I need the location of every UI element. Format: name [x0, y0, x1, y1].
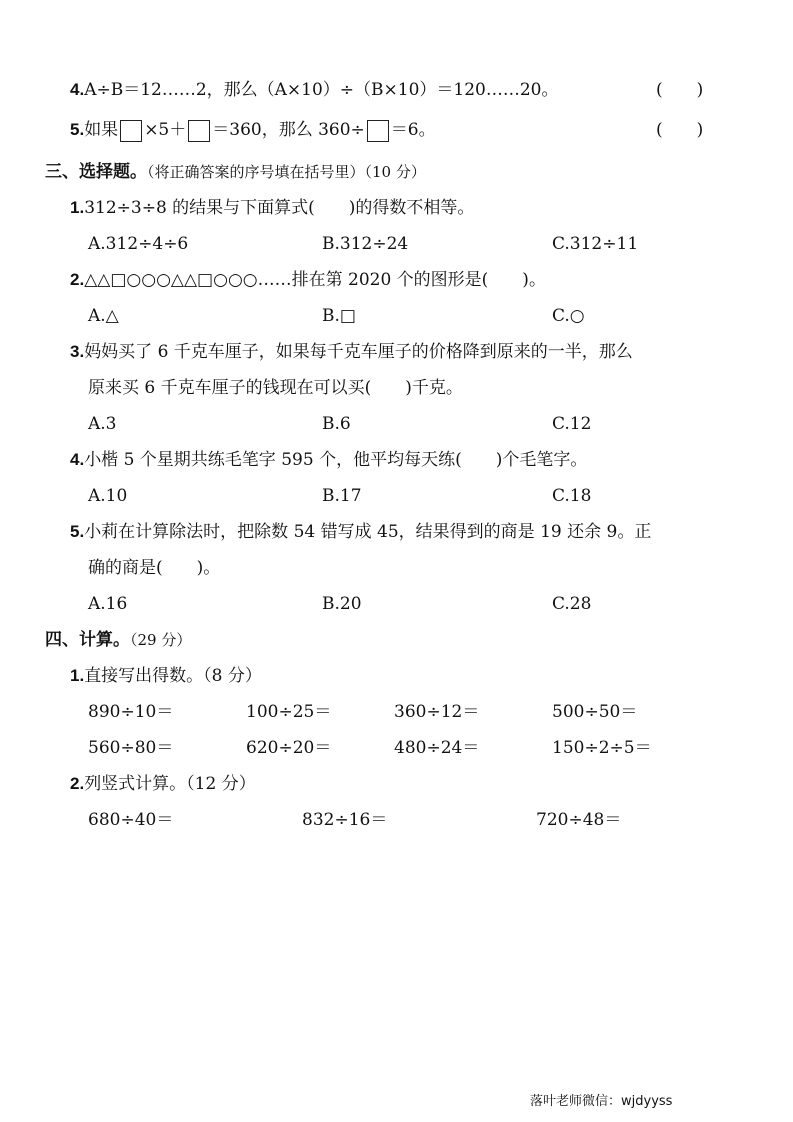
question-text: 妈妈买了 6 千克车厘子，如果每千克车厘子的价格降到原来的一半，那么 — [84, 342, 633, 362]
calc-item[interactable]: 890÷10＝ — [88, 702, 174, 722]
question-text-mid2: ＝360，那么 360÷ — [212, 120, 365, 140]
question-number: 5. — [70, 522, 85, 541]
calc-part-2-title — [70, 772, 256, 796]
question-number: 2. — [70, 774, 85, 793]
option-c[interactable]: C.○ — [552, 306, 585, 326]
judge-question-5 — [70, 118, 436, 142]
calc-item[interactable]: 360÷12＝ — [394, 702, 480, 722]
option-c[interactable]: C.312÷11 — [552, 234, 639, 254]
option-c[interactable]: C.18 — [552, 486, 592, 506]
answer-paren[interactable]: ( ) — [656, 80, 704, 100]
choice-question-3 — [70, 340, 633, 364]
option-c[interactable]: C.28 — [552, 594, 592, 614]
question-number: 1. — [70, 198, 85, 217]
blank-box[interactable] — [188, 120, 210, 142]
part-title: 列竖式计算。（12 分） — [84, 774, 256, 794]
section-title — [45, 160, 426, 184]
option-a[interactable]: A.△ — [88, 306, 119, 326]
option-a[interactable]: A.312÷4÷6 — [88, 234, 189, 254]
choice-question-2 — [70, 268, 546, 292]
question-text-mid1: ×5＋ — [144, 120, 187, 140]
question-number: 2. — [70, 270, 85, 289]
blank-box[interactable] — [367, 120, 389, 142]
calc-part-1-title — [70, 664, 262, 688]
section-note: （29 分） — [130, 631, 192, 649]
question-text-continued: 确的商是( )。 — [88, 558, 221, 578]
footer-contact: 落叶老师微信：wjdyyss — [530, 1094, 673, 1109]
option-b[interactable]: B.17 — [322, 486, 362, 506]
question-text: 312÷3÷8 的结果与下面算式( )的得数不相等。 — [84, 198, 475, 218]
vertical-calc-item[interactable]: 720÷48＝ — [536, 810, 622, 830]
calc-item[interactable]: 620÷20＝ — [246, 738, 332, 758]
option-b[interactable]: B.20 — [322, 594, 362, 614]
section-heading: 四、计算。 — [45, 630, 130, 650]
question-number: 1. — [70, 666, 85, 685]
calc-item[interactable]: 500÷50＝ — [552, 702, 638, 722]
blank-box[interactable] — [120, 120, 142, 142]
question-text-pre: 如果 — [84, 120, 119, 140]
section-note: （将正确答案的序号填在括号里）（10 分） — [147, 163, 426, 181]
option-a[interactable]: A.16 — [88, 594, 128, 614]
calc-item[interactable]: 560÷80＝ — [88, 738, 174, 758]
answer-paren[interactable]: ( ) — [656, 120, 704, 140]
question-number: 5. — [70, 120, 85, 139]
question-number: 4. — [70, 80, 85, 99]
question-text: A÷B＝12……2，那么（A×10）÷（B×10）＝120……20。 — [84, 80, 559, 100]
choice-question-1 — [70, 196, 474, 220]
calc-item[interactable]: 150÷2÷5＝ — [552, 738, 652, 758]
calc-item[interactable]: 480÷24＝ — [394, 738, 480, 758]
option-b[interactable]: B.6 — [322, 414, 351, 434]
question-text: △△□○○○△△□○○○……排在第 2020 个的图形是( )。 — [84, 270, 546, 290]
option-c[interactable]: C.12 — [552, 414, 592, 434]
vertical-calc-item[interactable]: 832÷16＝ — [302, 810, 388, 830]
part-title: 直接写出得数。（8 分） — [84, 666, 262, 686]
calc-item[interactable]: 100÷25＝ — [246, 702, 332, 722]
question-number: 4. — [70, 450, 85, 469]
vertical-calc-item[interactable]: 680÷40＝ — [88, 810, 174, 830]
option-b[interactable]: B.□ — [322, 306, 356, 326]
section-heading: 三、选择题。 — [45, 162, 147, 182]
option-a[interactable]: A.10 — [88, 486, 128, 506]
choice-question-4 — [70, 448, 587, 472]
question-text: 小楷 5 个星期共练毛笔字 595 个，他平均每天练( )个毛笔字。 — [84, 450, 588, 470]
judge-question-4 — [70, 78, 559, 102]
option-a[interactable]: A.3 — [88, 414, 117, 434]
question-number: 3. — [70, 342, 85, 361]
section-title — [45, 628, 191, 652]
question-text-post: ＝6。 — [390, 120, 436, 140]
question-text: 小莉在计算除法时，把除数 54 错写成 45，结果得到的商是 19 还余 9。正 — [84, 522, 652, 542]
question-text-continued: 原来买 6 千克车厘子的钱现在可以买( )千克。 — [88, 378, 463, 398]
option-b[interactable]: B.312÷24 — [322, 234, 409, 254]
choice-question-5 — [70, 520, 651, 544]
